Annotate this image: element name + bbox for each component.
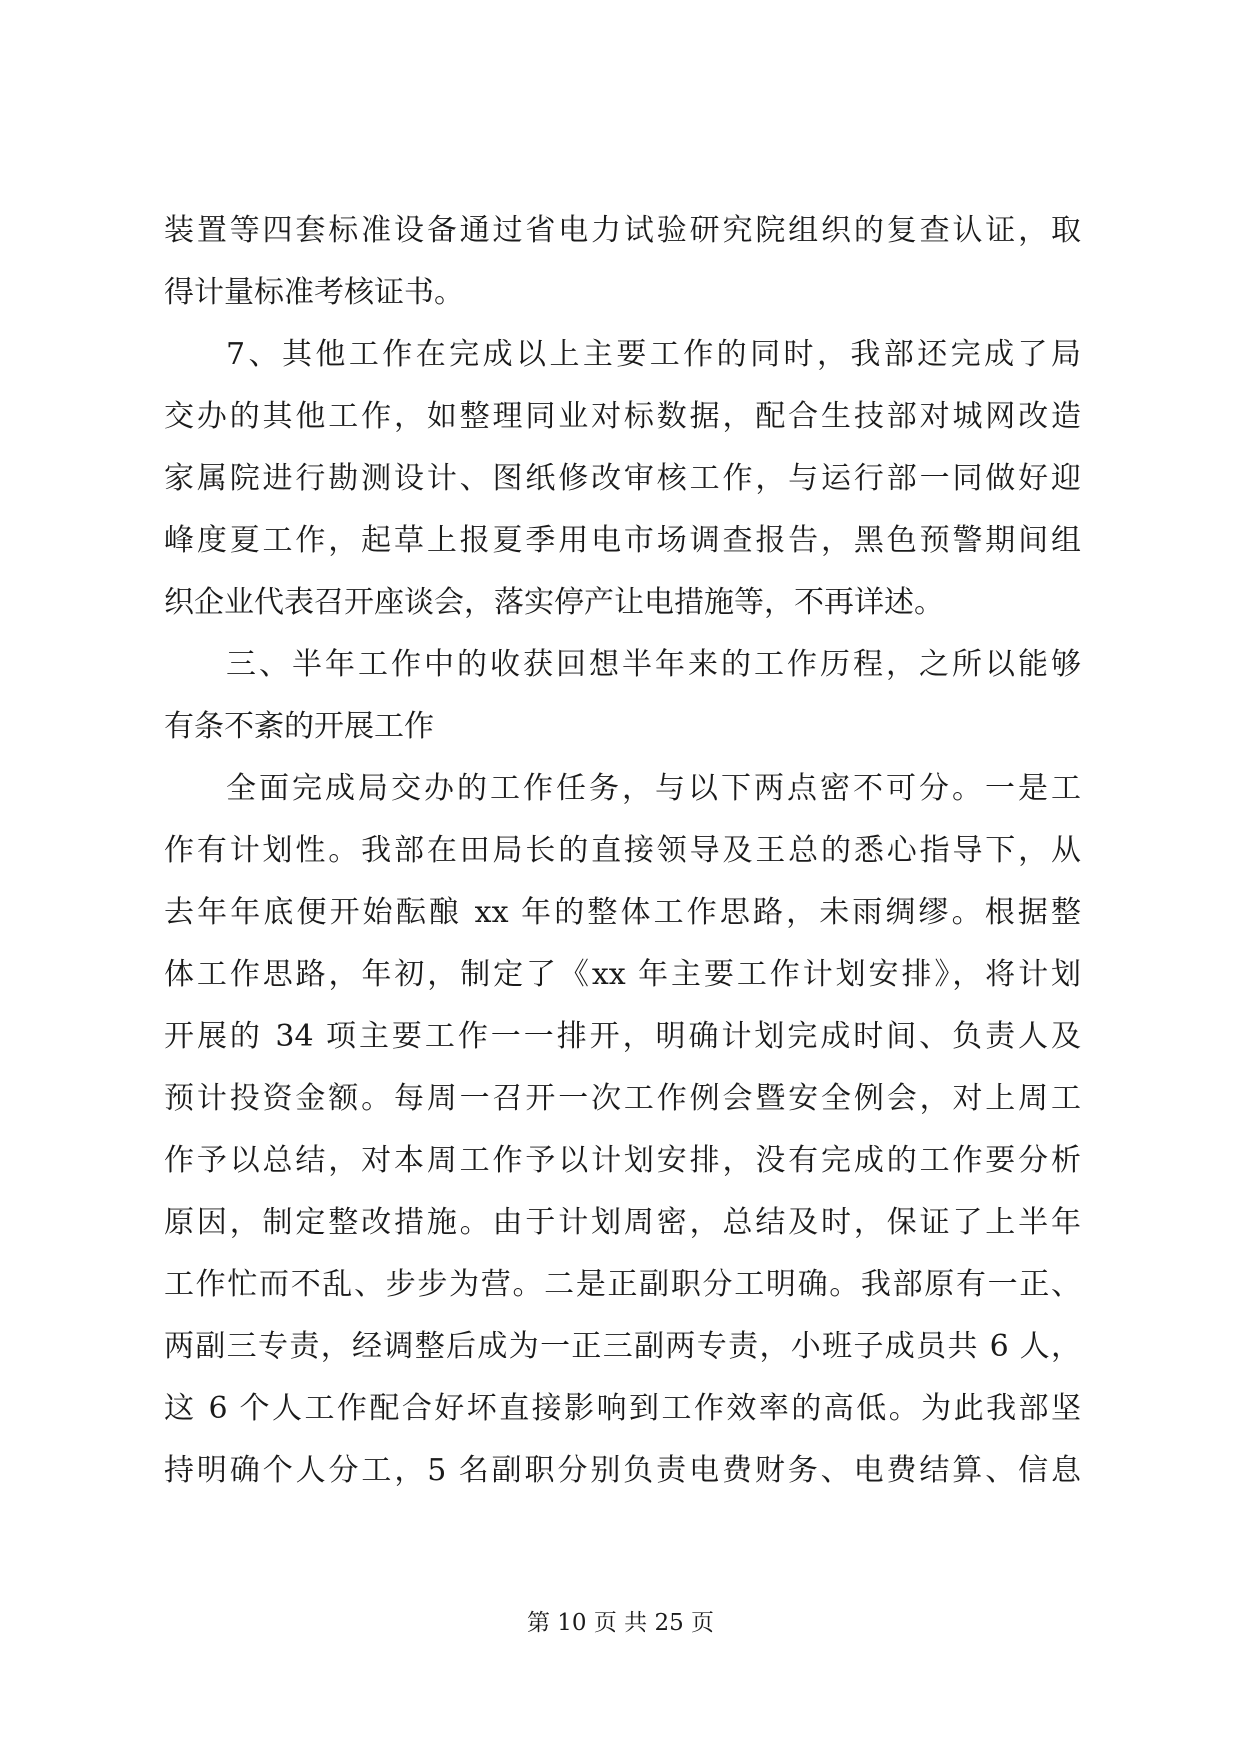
text-line: 有条不紊的开展工作 xyxy=(164,709,434,744)
text-line: 这 6 个人工作配合好坏直接影响到工作效率的高低。为此我部坚 xyxy=(164,1391,1081,1426)
text-line: 全面完成局交办的工作任务，与以下两点密不可分。一是工 xyxy=(226,771,1081,806)
text-line: 峰度夏工作，起草上报夏季用电市场调查报告，黑色预警期间组 xyxy=(164,523,1081,558)
text-line: 预计投资金额。每周一召开一次工作例会暨安全例会，对上周工 xyxy=(164,1081,1081,1116)
text-line: 7、其他工作在完成以上主要工作的同时，我部还完成了局 xyxy=(226,337,1081,372)
text-line: 两副三专责，经调整后成为一正三副两专责，小班子成员共 6 人， xyxy=(164,1329,1081,1364)
text-line: 作予以总结，对本周工作予以计划安排，没有完成的工作要分析 xyxy=(164,1143,1081,1178)
text-line: 得计量标准考核证书。 xyxy=(164,275,464,310)
text-line: 三、半年工作中的收获回想半年来的工作历程，之所以能够 xyxy=(226,647,1081,682)
text-line: 装置等四套标准设备通过省电力试验研究院组织的复查认证，取 xyxy=(164,213,1081,248)
text-line: 作有计划性。我部在田局长的直接领导及王总的悉心指导下，从 xyxy=(164,833,1081,868)
text-line: 家属院进行勘测设计、图纸修改审核工作，与运行部一同做好迎 xyxy=(164,461,1081,496)
text-line: 持明确个人分工，5 名副职分别负责电费财务、电费结算、信息 xyxy=(164,1453,1081,1488)
text-line: 原因，制定整改措施。由于计划周密，总结及时，保证了上半年 xyxy=(164,1205,1081,1240)
text-line: 去年年底便开始酝酿 xx 年的整体工作思路，未雨绸缪。根据整 xyxy=(164,895,1081,930)
text-line: 织企业代表召开座谈会，落实停产让电措施等，不再详述。 xyxy=(164,585,944,620)
page-number-footer: 第 10 页 共 25 页 xyxy=(526,1610,715,1636)
text-line: 交办的其他工作，如整理同业对标数据，配合生技部对城网改造 xyxy=(164,399,1081,434)
text-line: 开展的 34 项主要工作一一排开，明确计划完成时间、负责人及 xyxy=(164,1019,1081,1054)
text-line: 体工作思路，年初，制定了《xx 年主要工作计划安排》，将计划 xyxy=(164,957,1081,992)
text-line: 工作忙而不乱、步步为营。二是正副职分工明确。我部原有一正、 xyxy=(164,1267,1081,1302)
